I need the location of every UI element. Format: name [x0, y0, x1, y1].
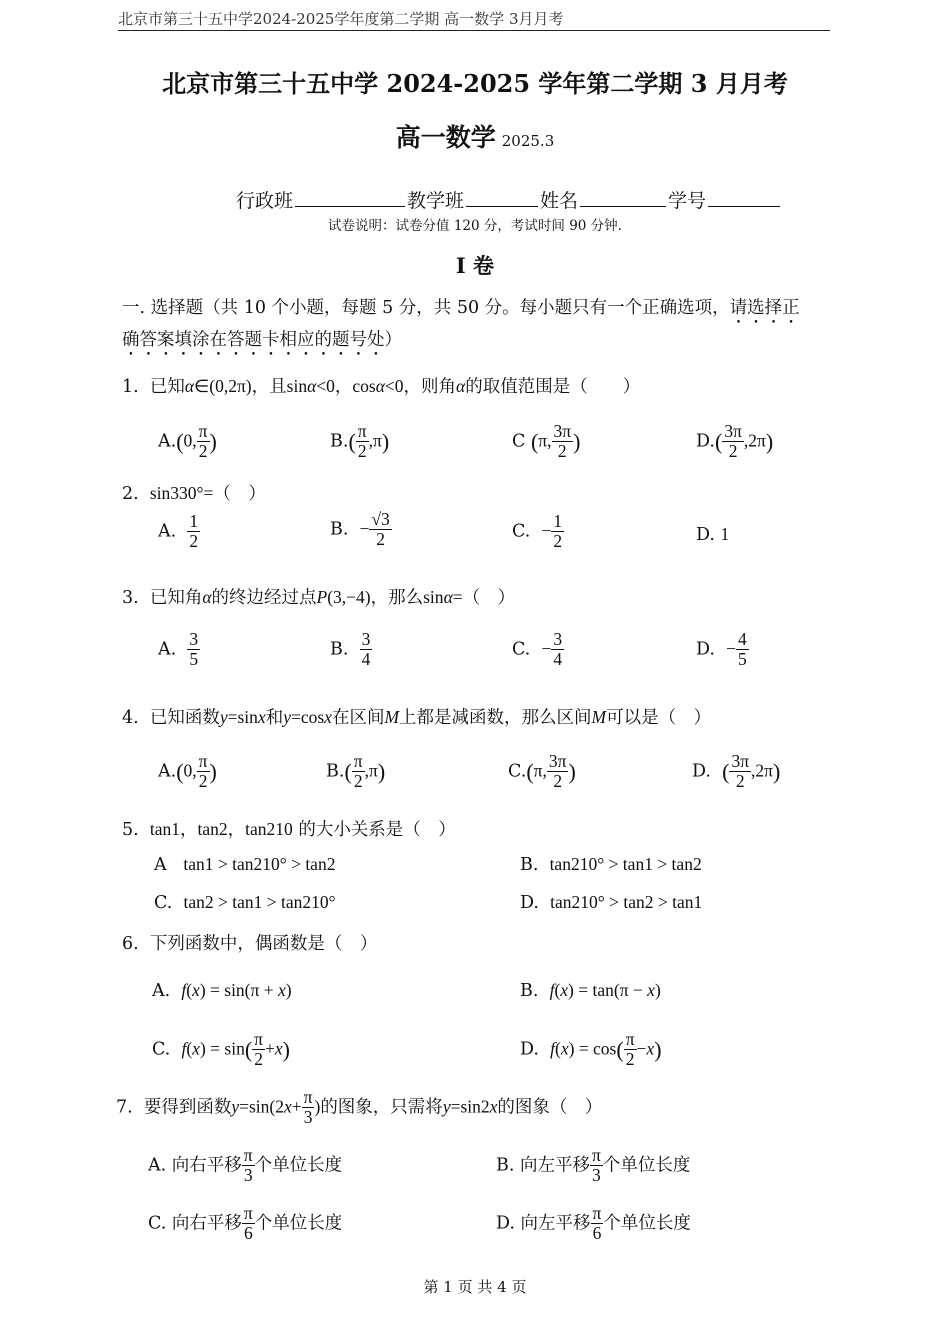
question-6-stem: 6. 下列函数中，偶函数是（ ） [122, 934, 378, 954]
q2-option-a[interactable]: A. $\frac{1}{2}$ [158, 511, 199, 552]
page-footer: 第 1 页 共 4 页 [423, 1278, 527, 1296]
question-2-stem: 2. sin330°=（ ） [122, 483, 266, 504]
exam-note: 试卷说明：试卷分值 120 分，考试时间 90 分钟. [328, 218, 622, 234]
q3-option-c[interactable]: C. − $\frac{3}{4}$ [512, 629, 563, 670]
q6-option-a[interactable]: A. f(x) = sin(π + x) [152, 980, 292, 1001]
teaching-class-blank[interactable] [466, 205, 538, 207]
q1-option-c[interactable]: C (π, $\frac{3\pi}{2}$ ) [512, 421, 581, 462]
q4-option-b[interactable]: B.( $\frac{\pi}{2}$ ,π) [326, 751, 386, 792]
q4-option-c[interactable]: C.(π, $\frac{3\pi}{2}$ ) [508, 751, 576, 792]
q4-option-a[interactable]: A.(0, $\frac{\pi}{2}$ ) [158, 751, 217, 792]
name-label: 姓名 [540, 190, 579, 212]
q6-option-b[interactable]: B. f(x) = tan(π − x) [520, 980, 661, 1001]
q2-option-b[interactable]: B. − $\frac{√3}{2}$ [330, 509, 390, 550]
q7-option-b[interactable]: B. 向左平移 $\frac{\pi}{3}$ 个单位长度 [496, 1145, 691, 1186]
q2-option-d[interactable]: D. 1 [696, 524, 730, 545]
exam-subtitle [0, 118, 950, 154]
q7-option-a[interactable]: A. 向右平移 $\frac{\pi}{3}$ 个单位长度 [148, 1145, 343, 1186]
section-heading-line2: 确答案填涂在答题卡相应的题号处） [122, 330, 402, 350]
name-blank[interactable] [580, 205, 666, 207]
admin-class-blank[interactable] [295, 205, 405, 207]
q3-option-a[interactable]: A. $\frac{3}{5}$ [158, 629, 199, 670]
admin-class-label: 行政班 [236, 190, 294, 212]
q5-option-a[interactable]: A tan1 > tan210° > tan2 [154, 854, 336, 875]
part-heading: I 卷 [455, 253, 495, 278]
exam-date: 2025.3 [501, 132, 555, 150]
question-3-stem: 3. 已知角α的终边经过点P(3,−4)，那么sinα=（ ） [122, 587, 516, 608]
subject-label: 高一数学 [395, 123, 496, 152]
q1-option-d[interactable]: D.( $\frac{3\pi}{2}$ ,2π) [696, 421, 774, 462]
q6-option-d[interactable]: D. f(x) = cos( $\frac{\pi}{2}$ −x) [520, 1029, 662, 1070]
section-emphasis-b: 确答案填涂在答题卡相应的题号处 [122, 330, 385, 350]
exam-title: 北京市第三十五中学 2024-2025 学年第二学期 3 月月考 [162, 69, 788, 98]
question-7-stem: 7. 要得到函数y=sin(2x+ $\frac{\pi}{3}$ )的图象，只需将y=sin2x的图象（ ） [116, 1087, 603, 1128]
q5-option-b[interactable]: B. tan210° > tan1 > tan2 [520, 854, 702, 875]
student-id-blank[interactable] [708, 205, 780, 207]
q5-option-d[interactable]: D. tan210° > tan2 > tan1 [520, 892, 703, 913]
question-1-stem: 1. 已知α∈(0,2π)，且sinα<0，cosα<0，则角α的取值范围是（ ） [122, 376, 641, 397]
q1-option-a[interactable]: A.(0, $\frac{\pi}{2}$ ) [158, 421, 217, 462]
q4-option-d[interactable]: D. ( $\frac{3\pi}{2}$ ,2π) [692, 751, 781, 792]
student-id-label: 学号 [668, 190, 707, 212]
q1-option-b[interactable]: B.( $\frac{\pi}{2}$ ,π) [330, 421, 390, 462]
header-divider [118, 30, 830, 31]
q7-option-c[interactable]: C. 向右平移 $\frac{\pi}{6}$ 个单位长度 [148, 1203, 343, 1244]
running-header: 北京市第三十五中学2024-2025学年度第二学期 高一数学 3月月考 [118, 10, 564, 28]
q5-option-c[interactable]: C. tan2 > tan1 > tan210° [154, 892, 336, 913]
teaching-class-label: 教学班 [407, 190, 465, 212]
section-emphasis-a: 请选择正 [729, 298, 800, 318]
q7-option-d[interactable]: D. 向左平移 $\frac{\pi}{6}$ 个单位长度 [496, 1203, 691, 1244]
student-info-line [236, 186, 782, 213]
q6-option-c[interactable]: C. f(x) = sin( $\frac{\pi}{2}$ +x) [152, 1029, 290, 1070]
section-heading-line1: 一. 选择题（共 10 个小题，每题 5 分，共 50 分。每小题只有一个正确选项，请选择正 [122, 298, 800, 318]
q3-option-d[interactable]: D. − $\frac{4}{5}$ [696, 629, 747, 670]
q2-option-c[interactable]: C. − $\frac{1}{2}$ [512, 511, 563, 552]
q3-option-b[interactable]: B. $\frac{3}{4}$ [330, 629, 371, 670]
question-5-stem: 5. tan1，tan2，tan210 的大小关系是（ ） [122, 819, 456, 840]
question-4-stem: 4. 已知函数y=sinx和y=cosx在区间M上都是减函数，那么区间M可以是（ ） [122, 707, 712, 728]
